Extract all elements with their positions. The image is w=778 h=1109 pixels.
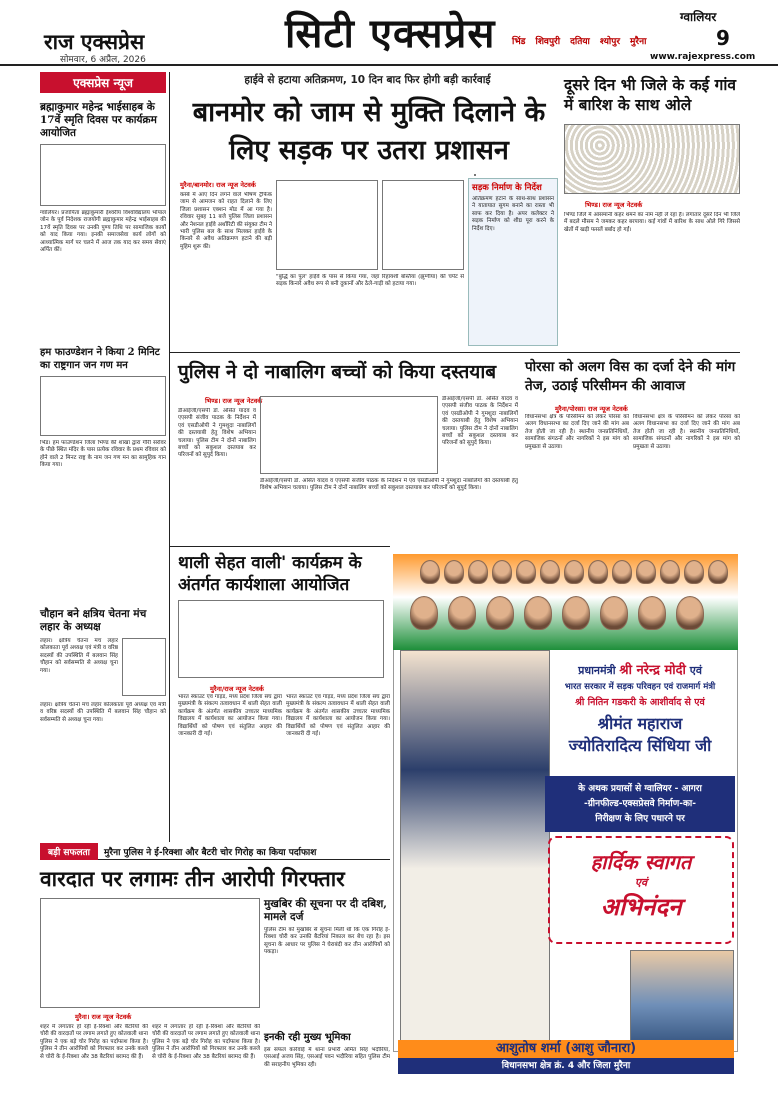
story1-photo	[40, 144, 166, 206]
leader-photo	[564, 560, 584, 584]
crime-kicker: बड़ी सफलता	[40, 843, 98, 860]
police-byline: भिण्ड। राज न्यूज नेटवर्क	[205, 397, 263, 405]
thali-body-cont: भारत स्काउट एवं गाइड, मध्य प्रदेश जिला संघ द्वारा मुख्यमंत्री के संकल्प तत्वावधान में थाली सेहत वाली कार्यक्रम के अंतर्गत शासकीय उच्चतर माध्यमिक विद्यालय में कार्यशाला का आयोजन किया गया। विद्यार्थियों को पोषण एवं संतुलित आहार की जानकारी दी गई।	[286, 694, 390, 738]
ad-line1: प्रधानमंत्री श्री नरेन्द्र मोदी एवं	[578, 663, 702, 678]
region-item: श्योपुर	[599, 37, 621, 47]
ad-greet3: अभिनंदन	[600, 892, 682, 921]
leader-photo	[708, 560, 728, 584]
lead-title: बानमोर को जाम से मुक्ति दिलाने के लिए सड़क पर उतरा प्रशासन	[192, 97, 546, 166]
crime-side-body2: इस सफल कार्रवाई में थाना प्रभारी अमित सिंह भदौरिया, एसआई अजय सिंह, एसआई पवन भदौरिया सहित पुलिस टीम की सराहनीय भूमिका रही।	[264, 1047, 390, 1068]
ad-line4: श्रीमंत महाराज	[597, 714, 683, 733]
rain-title: दूसरे दिन भी जिले के कई गांव में बारिश के साथ ओले	[564, 75, 736, 114]
police-body: डीआईजी/एसपी डॉ. असित यादव व एएसपी संजीव पाठक के निर्देशन में एवं एसडीओपी ने गुमशुदा नाबालिगों की दस्तयाबी हेतु विशेष अभियान चलाया। पुलिस टीम ने दोनों नाबालिग बच्चों को सकुशल दस्तयाब कर परिजनों को सुपुर्द किया।	[178, 408, 256, 459]
crime-title: वारदात पर लगामः तीन आरोपी गिरफ्तार	[40, 866, 345, 891]
region-list	[512, 34, 705, 48]
porsa-body: विधानसभा क्षेत्र के परिसीमन को लेकर पोरसा को अलग विधानसभा का दर्जा दिए जाने की मांग अब तेज होती जा रही है। स्थानीय जनप्रतिनिधियों, सामाजिक संगठनों और नागरिकों ने इस मांग को प्रमुखता से उठाया।	[525, 414, 629, 450]
website-link[interactable]: www.rajexpress.com	[650, 52, 756, 62]
section-divider	[170, 352, 740, 353]
leader-photo	[516, 560, 536, 584]
ad-greet1: हार्दिक स्वागत	[590, 850, 692, 874]
leader-photo	[410, 596, 438, 630]
sponsor-name: आशुतोष शर्मा (आशु जौनारा)	[398, 1040, 734, 1058]
lead-photo-2	[382, 180, 464, 270]
police-photo	[260, 396, 438, 474]
story2-title: हम फाउण्डेशन ने किया 2 मिनिट का राष्ट्रगान जन गण मन	[40, 347, 160, 371]
porsa-body-cont: विधानसभा क्षेत्र के परिसीमन को लेकर पोरसा को अलग विधानसभा का दर्जा दिए जाने की मांग अब तेज होती जा रही है। स्थानीय जनप्रतिनिधियों, सामाजिक संगठनों और नागरिकों ने इस मांग को प्रमुखता से उठाया।	[633, 414, 740, 450]
story1-body: ग्वालियर। प्रजापिता ब्रह्माकुमारी ईश्वरीय विश्वविद्यालय भोपाल जोन के पूर्व निदेशक राजयोगी ब्रह्माकुमार महेन्द्र भाईसाहब की 17वें स्मृति दिवस पर उनकी पुण्य तिथि पर सामाजिक कार्यों को याद किया गया। इनकी समाजसेवा कार्य लोगों को आध्यात्मिक मार्ग पर चलने में आज तक याद कर समय सेवाएं अर्पित कीं।	[40, 210, 166, 254]
lead-kicker: हाईवे से हटाया अतिक्रमण, 10 दिन बाद फिर होगी बड़ी कार्रवाई	[244, 74, 491, 86]
story3-photo	[122, 638, 166, 696]
lead-body: कस्बे में आए दिन लगने वाले भीषण ट्रैफिक जाम से आमजन को राहत दिलाने के लिए जिला प्रशासन एक्शन मोड में आ गया है। रविवार सुबह 11 बजे पुलिस जिला प्रशासन और नेशनल हाईवे अथॉरिटी की संयुक्त टीम ने भारी पुलिस बल के साथ मिलकर हाईवे के किनारे से अवैध अतिक्रमण हटाने की बड़ी मुहिम शुरू की।	[180, 192, 272, 250]
story3-body: लहार। क्षत्रिय चेतना मंच लहार कोलकाता पूर्व अध्यक्ष एवं मंत्री व वरिष्ठ सदस्यों की उपस्थिति में बलवान सिंह चौहान को सर्वसम्मति से अध्यक्ष चुना गया।	[40, 638, 118, 674]
police-title: पुलिस ने दो नाबालिग बच्चों को किया दस्तयाब	[178, 361, 497, 383]
ad-leader-row-2	[410, 596, 704, 630]
city-name: ग्वालियर	[680, 10, 717, 24]
ad-line5: ज्योतिरादित्य सिंधिया जी	[568, 736, 712, 755]
leader-photo	[540, 560, 560, 584]
crime-photo	[40, 898, 260, 1008]
leader-photo	[660, 560, 680, 584]
leader-photo	[636, 560, 656, 584]
crime-side-body: पुलिस टीम को मुखबिर से सूचना मिली थी कि एक गिरोह ई-रिक्शा चोरी कर उनकी बैटरियां निकाल कर बेच रहा है। इस सूचना के आधार पर पुलिस ने घेराबंदी कर तीन आरोपियों को पकड़ा।	[264, 927, 390, 956]
rain-byline: भिण्ड। राज न्यूज नेटवर्क	[585, 201, 643, 209]
story3-title: चौहान बने क्षत्रिय चेतना मंच लहार के अध्यक्ष	[40, 608, 147, 633]
lead-sidebox	[468, 178, 558, 346]
sidebox-title: सड़क निर्माण के निर्देश	[472, 183, 542, 193]
issue-date: सोमवार, 6 अप्रैल, 2026	[60, 55, 146, 65]
sponsor-photo	[630, 950, 734, 1042]
leader-photo	[562, 596, 590, 630]
lead-caption: "बुद्धि का पुल' हाईवे के पास से किया गया, जहां रिहायशी बस्तियां (झुग्गीयां) की चपेट से सड़क किनारे अवैध रूप से बनी दुकानों और ठेले-गाड़ी को हटाया गया।	[276, 274, 464, 288]
crime-side-title2: इनकी रही मुख्य भूमिका	[264, 1032, 351, 1043]
leader-photo	[638, 596, 666, 630]
sponsor-subtitle: विधानसभा क्षेत्र क्रं. 4 और जिला मुरैना	[398, 1058, 734, 1074]
region-item: भिंड	[512, 37, 526, 47]
leader-photo	[524, 596, 552, 630]
thali-body: भारत स्काउट एवं गाइड, मध्य प्रदेश जिला संघ द्वारा मुख्यमंत्री के संकल्प तत्वावधान में थाली सेहत वाली कार्यक्रम के अंतर्गत शासकीय उच्चतर माध्यमिक विद्यालय में कार्यशाला का आयोजन किया गया। विद्यार्थियों को पोषण एवं संतुलित आहार की जानकारी दी गई।	[178, 694, 282, 738]
sidebox-body: अतिक्रमण हटाने के साथ-साथ प्रशासन ने यातायात सुगम बनाने का रास्ता भी साफ कर दिया है। अपर कलेक्टर ने सड़क निर्माण को शीघ्र पूरा करने के निर्देश दिए।	[472, 196, 554, 232]
column-divider	[169, 72, 170, 842]
leader-photo	[468, 560, 488, 584]
story1-title: ब्रह्माकुमार महेन्द्र भाईसाहब के 17वें स्मृति दिवस पर कार्यक्रम आयोजित	[40, 101, 157, 139]
story2-photo	[40, 376, 166, 436]
ad-leader-row-1	[420, 560, 728, 584]
section-title: सिटी एक्सप्रेस	[285, 10, 496, 57]
leader-photo	[588, 560, 608, 584]
ad-line8: निरीक्षण के लिए पधारने पर	[595, 814, 685, 824]
leader-photo	[684, 560, 704, 584]
leader-photo	[600, 596, 628, 630]
ad-line3: श्री नितिन गडकरी के आशीर्वाद से एवं	[575, 697, 705, 708]
thali-title: थाली सेहत वाली' कार्यक्रम के अंतर्गत कार्यशाला आयोजित	[178, 553, 362, 595]
brand-name: राज एक्सप्रेस	[44, 29, 145, 54]
porsa-byline: मुरैना/पोरसा। राज न्यूज नेटवर्क	[555, 405, 628, 413]
ad-text-block	[545, 660, 735, 756]
crime-byline: मुरैना। राज न्यूज नेटवर्क	[75, 1013, 132, 1021]
leader-photo	[420, 560, 440, 584]
region-item: शिवपुरी	[535, 37, 561, 47]
leader-photo	[492, 560, 512, 584]
express-news-tag: एक्सप्रेस न्यूज	[40, 72, 166, 93]
left-column	[40, 72, 166, 910]
ad-line2: भारत सरकार में सड़क परिवहन एवं राजमार्ग मंत्री	[564, 682, 716, 692]
crime-kicker-text: मुरैना पुलिस ने ई-रिक्शा और बैटरी चोर गिरोह का किया पर्दाफाश	[104, 848, 317, 858]
crime-side-title: मुखबिर की सूचना पर दी दबिश, मामले दर्ज	[264, 898, 387, 923]
crime-body: शहर में लगातार हो रही ई-रिक्शा और बैटरियों की चोरी की वारदातों पर लगाम लगाते हुए कोतवाली थाना पुलिस ने एक बड़े चोर गिरोह का पर्दाफाश किया है। पुलिस ने तीन आरोपियों को गिरफ्तार कर उनके कब्जे से चोरी के ई-रिक्शा और 38 बैटरियां बरामद की हैं।	[40, 1024, 148, 1060]
crime-kicker-bar	[40, 844, 390, 860]
story2-body: भिंड। हम फाउण्डेशन जिला भिण्ड की शाखा द्वारा गौरी सरोवर के पीछे स्थित मंदिर के पास प्रत्येक रविवार के प्रथम रविवार को होने वाले 2 मिनट राष्ट्र के नाम जन गण मन का सामूहिक गान किया गया।	[40, 440, 166, 469]
ad-line6: के अथक प्रयासों से ग्वालियर - आगरा	[578, 784, 702, 794]
crime-body-cont: शहर में लगातार हो रही ई-रिक्शा और बैटरियों की चोरी की वारदातों पर लगाम लगाते हुए कोतवाली थाना पुलिस ने एक बड़े चोर गिरोह का पर्दाफाश किया है। पुलिस ने तीन आरोपियों को गिरफ्तार कर उनके कब्जे से चोरी के ई-रिक्शा और 38 बैटरियां बरामद की हैं।	[152, 1024, 260, 1060]
lead-photo-1	[276, 180, 378, 270]
region-item: दतिया	[570, 37, 590, 47]
ad-line7: -ग्रीनफील्ड-एक्सप्रेसवे निर्माण-का-	[584, 799, 696, 809]
rain-photo	[564, 124, 740, 194]
section-divider	[170, 546, 390, 547]
leader-photo	[448, 596, 476, 630]
leader-photo	[612, 560, 632, 584]
ad-person-photo	[400, 650, 550, 1048]
crime-sidebar	[264, 898, 390, 1104]
police-body-cont: डीआईजी/एसपी डॉ. असित यादव व एएसपी संजीव पाठक के निर्देशन में एवं एसडीओपी ने गुमशुदा नाबालिगों की दस्तयाबी हेतु विशेष अभियान चलाया। पुलिस टीम ने दोनों नाबालिग बच्चों को सकुशल दस्तयाब कर परिजनों को सुपुर्द किया।	[260, 478, 518, 492]
porsa-title: पोरसा को अलग विस का दर्जा देने की मांग तेज, उठाई परिसीमन की आवाज	[525, 359, 736, 394]
masthead	[0, 0, 778, 66]
leader-photo	[444, 560, 464, 584]
ad-greeting	[548, 836, 734, 944]
region-item: मुरैना	[630, 37, 647, 47]
ad-blue-band	[545, 776, 735, 832]
leader-photo	[676, 596, 704, 630]
lead-byline: मुरैना/बानमोर। राज न्यूज नेटवर्क	[180, 181, 256, 189]
thali-photo	[178, 600, 384, 678]
ad-greet2: एवं	[634, 876, 648, 889]
police-body-side: डीआईजी/एसपी डॉ. असित यादव व एएसपी संजीव पाठक के निर्देशन में एवं एसडीओपी ने गुमशुदा नाबालिगों की दस्तयाबी हेतु विशेष अभियान चलाया। पुलिस टीम ने दोनों नाबालिग बच्चों को सकुशल दस्तयाब कर परिजनों को सुपुर्द किया।	[442, 396, 518, 447]
leader-photo	[486, 596, 514, 630]
story3-body-cont: लहार। क्षत्रिय चेतना मंच लहार कोलकाता पूर्व अध्यक्ष एवं मंत्री व वरिष्ठ सदस्यों की उपस्थिति में बलवान सिंह चौहान को सर्वसम्मति से अध्यक्ष चुना गया।	[40, 702, 166, 723]
rain-body: भिण्ड जिले में आसमानी कहर थमने का नाम नहीं ले रहा है। लगातार दूसरे दिन भी जिले में बदले मौसम ने जमकर कहर बरपाया। कई गांवों में बारिश के साथ ओले गिरे जिससे खेतों में खड़ी फसलें बर्बाद हो गईं।	[564, 212, 740, 233]
thali-byline: मुरैना/राज न्यूज नेटवर्क	[210, 685, 264, 693]
page-number: 9	[716, 26, 730, 50]
